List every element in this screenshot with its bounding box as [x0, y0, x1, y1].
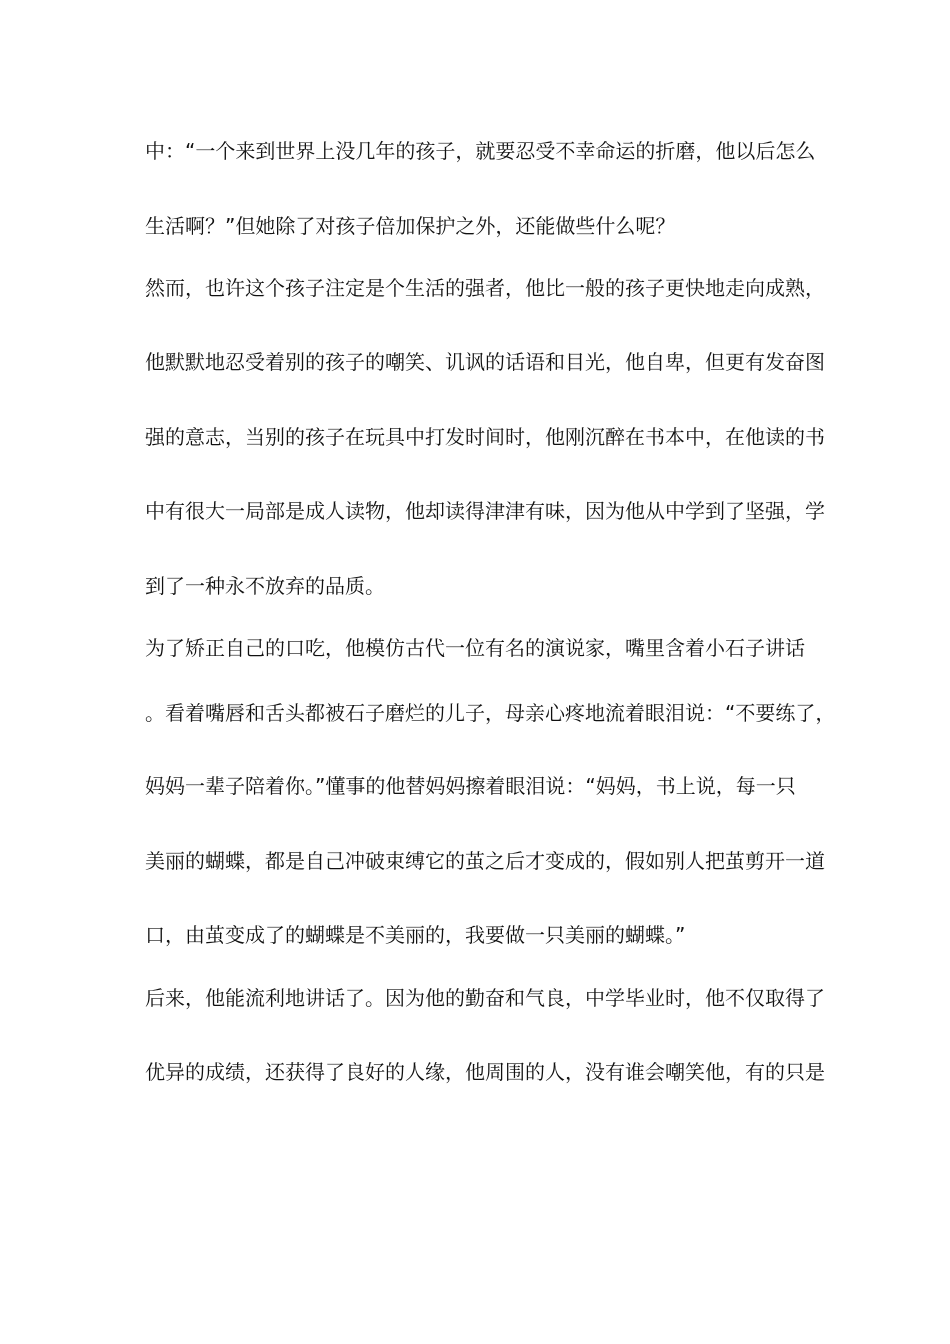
text-line: 。看着嘴唇和舌头都被石子磨烂的儿子，母亲心疼地流着眼泪说：“不要练了， — [145, 701, 836, 725]
text-line: 然而，也许这个孩子注定是个生活的强者，他比一般的孩子更快地走向成熟， — [145, 276, 825, 300]
text-line: 中有很大一局部是成人读物，他却读得津津有味，因为他从中学到了坚强，学 — [145, 499, 825, 523]
text-line: 妈妈一辈子陪着你。”懂事的他替妈妈擦着眼泪说：“妈妈，书上说，每一只 — [145, 774, 796, 798]
text-line: 美丽的蝴蝶，都是自己冲破束缚它的茧之后才变成的，假如别人把茧剪开一道 — [145, 849, 825, 873]
text-line: 中：“一个来到世界上没几年的孩子，就要忍受不幸命运的折磨，他以后怎么 — [145, 139, 816, 163]
text-line: 为了矫正自己的口吃，他模仿古代一位有名的演说家，嘴里含着小石子讲话 — [145, 636, 805, 660]
text-line: 到了一种永不放弃的品质。 — [145, 574, 385, 598]
text-line: 强的意志，当别的孩子在玩具中打发时间时，他刚沉醉在书本中，在他读的书 — [145, 425, 825, 449]
text-line: 优异的成绩，还获得了良好的人缘，他周围的人，没有谁会嘲笑他，有的只是 — [145, 1060, 825, 1084]
text-line: 口，由茧变成了的蝴蝶是不美丽的，我要做一只美丽的蝴蝶。” — [145, 923, 686, 947]
text-line: 后来，他能流利地讲话了。因为他的勤奋和气良，中学毕业时，他不仅取得了 — [145, 986, 825, 1010]
text-line: 他默默地忍受着别的孩子的嘲笑、讥讽的话语和目光，他自卑，但更有发奋图 — [145, 350, 825, 374]
text-line: 生活啊？”但她除了对孩子倍加保护之外，还能做些什么呢？ — [145, 214, 676, 238]
